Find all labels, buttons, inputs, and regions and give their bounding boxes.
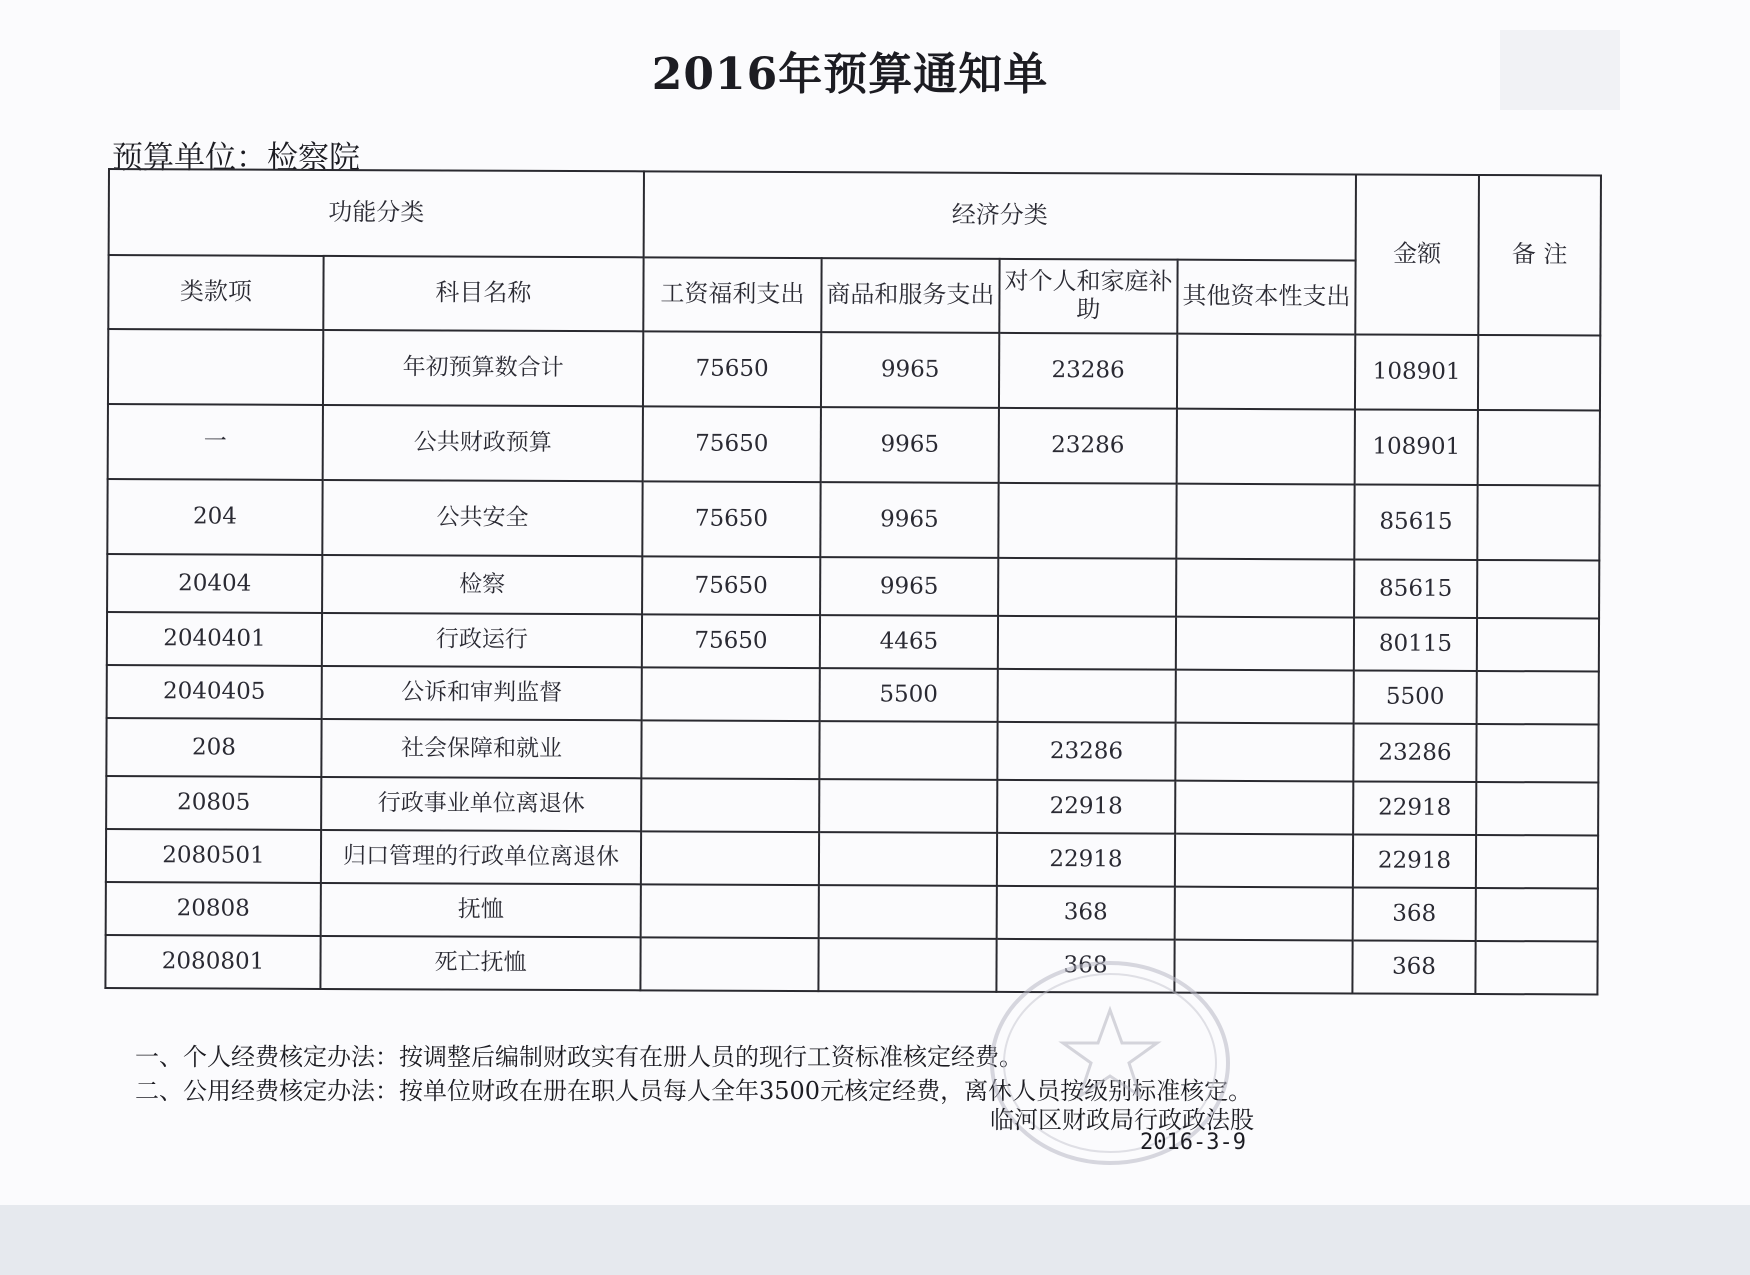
cell-remark [1477,618,1599,672]
cell-goods: 5500 [820,668,998,722]
table-row [105,935,1597,995]
cell-personal: 22918 [997,833,1175,887]
table-row [108,329,1600,411]
table-row [106,829,1598,889]
cell-code: 2080801 [105,935,320,989]
cell-name: 死亡抚恤 [320,936,640,990]
cell-capital [1175,887,1353,941]
budget-table [104,168,1602,996]
notes-block [135,1040,1252,1108]
cell-goods [819,885,997,939]
cell-name: 年初预算数合计 [323,330,643,406]
cell-goods [819,779,997,833]
cell-remark [1478,335,1600,411]
cell-salary [641,884,819,938]
cell-remark [1476,888,1598,942]
header-name: 科目名称 [323,256,643,331]
table-row [107,479,1599,561]
header-amount: 金额 [1355,174,1479,335]
cell-capital [1176,670,1354,724]
cell-goods: 9965 [820,557,998,616]
cell-remark [1477,560,1599,619]
cell-capital [1175,781,1353,835]
cell-personal: 368 [997,886,1175,940]
cell-name: 公共财政预算 [323,405,643,481]
cell-name: 公诉和审判监督 [322,666,642,720]
cell-salary [640,937,818,991]
cell-salary: 75650 [642,481,820,557]
cell-personal [998,616,1176,670]
cell-goods [819,832,997,886]
cell-code: 2040405 [107,665,322,719]
cell-name: 归口管理的行政单位离退休 [321,830,641,884]
cell-code: 一 [108,404,323,480]
cell-goods: 9965 [821,407,999,483]
table-row [107,554,1599,619]
cell-salary: 75650 [642,614,820,668]
header-code: 类款项 [108,255,323,330]
table-row [107,665,1599,725]
cell-goods: 4465 [820,615,998,669]
cell-name: 行政运行 [322,613,642,667]
table-row [106,776,1598,836]
cell-code: 2040401 [107,612,322,666]
cell-salary [641,778,819,832]
cell-name: 抚恤 [321,883,641,937]
cell-capital [1176,484,1354,560]
table-row [107,612,1599,672]
scan-bottom-strip [0,1205,1750,1275]
cell-code: 20808 [106,882,321,936]
table-row [106,718,1598,783]
cell-personal [998,483,1176,559]
cell-remark [1477,485,1599,561]
cell-name: 检察 [322,555,642,614]
cell-personal [998,669,1176,723]
table-row [106,882,1598,942]
cell-amount: 368 [1353,887,1476,941]
cell-capital [1177,409,1355,485]
cell-personal [998,558,1176,617]
header-row-1 [109,169,1601,262]
table-row [108,404,1600,486]
cell-goods: 9965 [821,332,999,408]
budget-unit-label: 预算单位：检察院 [112,140,360,176]
cell-personal: 368 [996,939,1174,993]
cell-capital [1175,723,1353,782]
cell-remark [1477,671,1599,725]
cell-code [108,329,323,405]
cell-amount: 22918 [1353,834,1476,888]
header-economic: 经济分类 [644,171,1356,260]
cell-salary: 75650 [642,556,820,615]
cell-salary [641,831,819,885]
cell-remark [1476,724,1598,783]
cell-code: 20404 [107,554,322,613]
cell-remark [1478,410,1600,486]
cell-goods [818,938,996,992]
cell-goods: 9965 [820,482,998,558]
note-line-2: 二、公用经费核定办法：按单位财政在册在职人员每人全年3500元核定经费，离休人员按级别标准核定。 [135,1077,1253,1105]
cell-amount: 23286 [1353,723,1476,782]
cell-capital [1176,617,1354,671]
header-capital: 其他资本性支出 [1177,260,1355,335]
cell-code: 204 [107,479,322,555]
cell-amount: 368 [1352,940,1475,994]
cell-amount: 108901 [1355,334,1478,410]
header-remark: 备 注 [1478,175,1601,336]
cell-name: 社会保障和就业 [321,719,641,778]
cell-amount: 80115 [1354,617,1477,671]
cell-personal: 23286 [999,408,1177,484]
cell-code: 2080501 [106,829,321,883]
cell-name: 公共安全 [322,480,642,556]
cell-remark [1475,941,1597,995]
document-title: 2016年预算通知单 [651,49,1049,100]
cell-salary: 75650 [643,331,821,407]
cell-personal: 23286 [999,333,1177,409]
cell-remark [1476,835,1598,889]
cell-salary [641,720,819,779]
cell-personal: 22918 [997,780,1175,834]
cell-amount: 5500 [1354,670,1477,724]
cell-amount: 85615 [1354,559,1477,618]
cell-capital [1174,940,1352,994]
note-line-1: 一、个人经费核定办法：按调整后编制财政实有在册人员的现行工资标准核定经费。 [135,1043,1023,1071]
cell-amount: 22918 [1353,781,1476,835]
cell-name: 行政事业单位离退休 [321,777,641,831]
header-functional: 功能分类 [109,169,644,257]
cell-goods [819,721,997,780]
cell-amount: 108901 [1355,409,1478,485]
cell-remark [1476,782,1598,836]
cell-salary [642,667,820,721]
signing-date: 2016-3-9 [1140,1130,1246,1155]
signer-department: 临河区财政局行政政法股 [990,1106,1254,1134]
cell-capital [1175,834,1353,888]
cell-personal: 23286 [997,722,1175,781]
header-personal: 对个人和家庭补助 [999,259,1177,334]
cell-code: 20805 [106,776,321,830]
cell-capital [1176,559,1354,618]
cell-capital [1177,334,1355,410]
header-goods: 商品和服务支出 [821,258,999,333]
cell-salary: 75650 [643,406,821,482]
cell-amount: 85615 [1354,484,1477,560]
cell-code: 208 [106,718,321,777]
header-salary: 工资福利支出 [643,257,821,332]
